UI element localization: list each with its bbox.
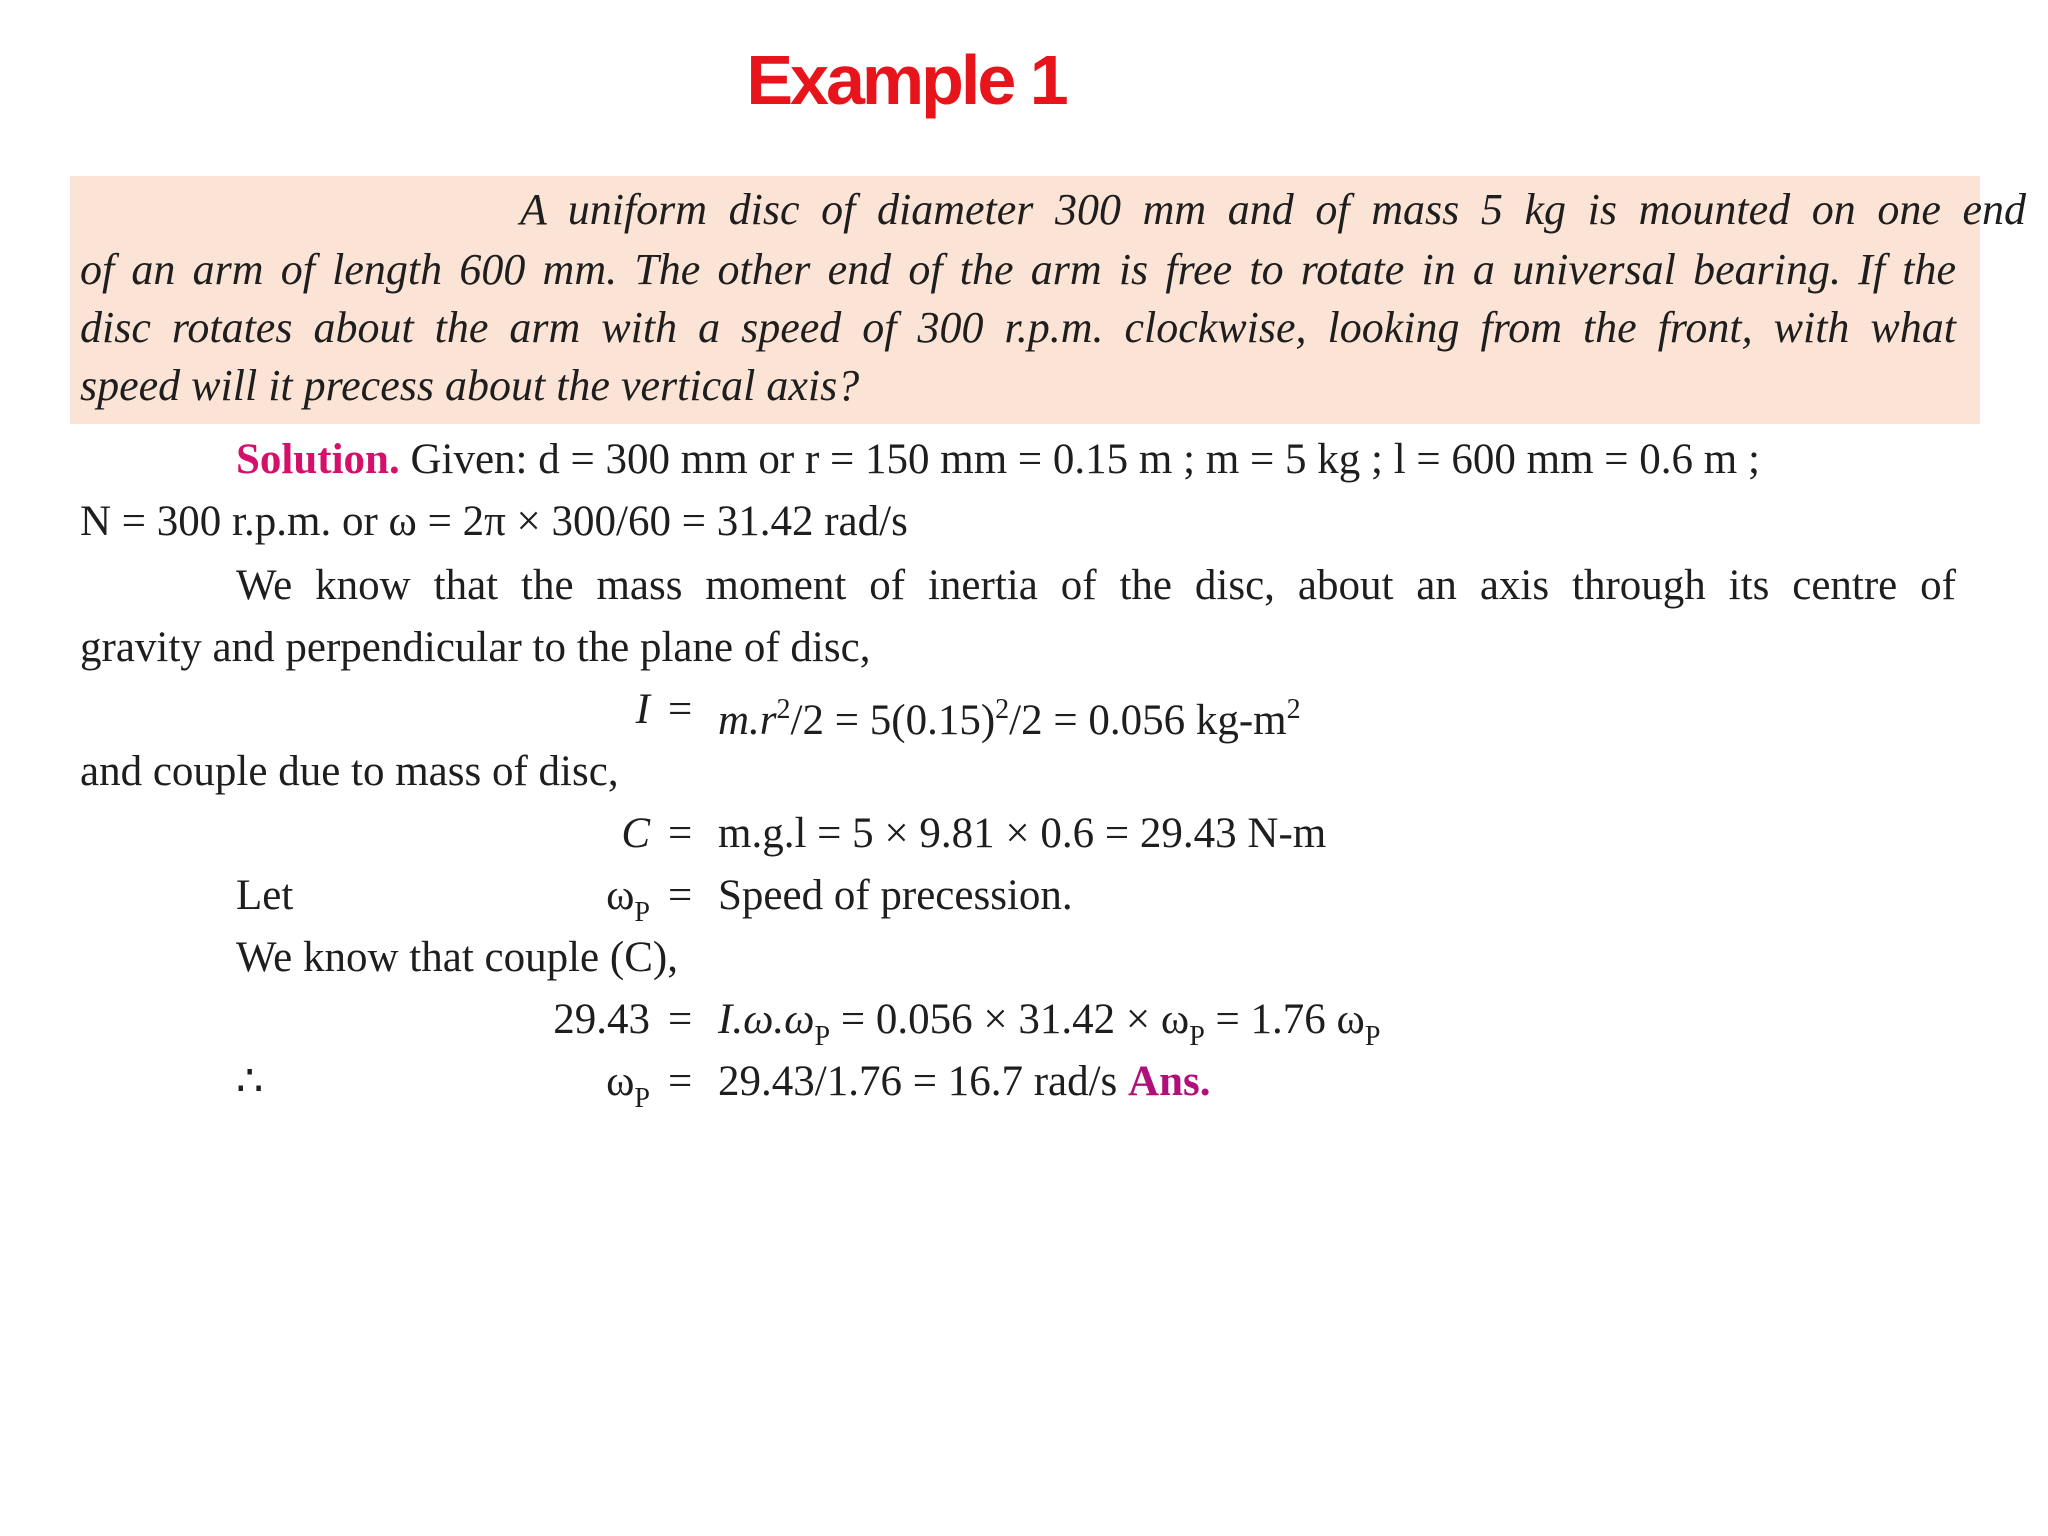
equals-sign: = — [668, 996, 693, 1043]
omega-p-symbol: $\omega_P$ — [606, 1058, 650, 1114]
solution-given-line-1 — [236, 432, 1956, 488]
therefore-symbol: ∴ — [236, 1058, 264, 1105]
equation-couple-lhs: C — [621, 810, 650, 857]
let-word: Let — [236, 872, 294, 919]
equation-gyro-lhs: 29.43 — [553, 996, 650, 1043]
equation-gyro-rhs: $I.\omega.\omega_P = 0.056 \times 31.42 \times \omega_P = 1.76$ $\omega_P$ — [718, 996, 1381, 1052]
given-values: Given: d = 300 mm or r = 150 mm = 0.15 m ; m = 5 kg ; l = 600 mm = 0.6 m ; — [399, 436, 1760, 483]
inertia-intro-line-2: gravity and perpendicular to the plane of disc, — [80, 624, 871, 671]
equals-sign: = — [668, 1058, 693, 1105]
let-definition-rhs: Speed of precession. — [718, 872, 1073, 919]
solution-label: Solution. — [236, 436, 400, 483]
problem-line-2: of an arm of length 600 mm. The other end of the arm is free to rotate in a universal bearing. If the — [80, 245, 1956, 294]
equation-inertia-lhs: I — [635, 686, 650, 733]
equals-sign: = — [668, 810, 693, 857]
equation-result-rhs: 29.43/1.76 = 16.7 rad/s Ans. — [718, 1058, 1211, 1105]
equals-sign: = — [668, 686, 693, 733]
couple-intro-line: and couple due to mass of disc, — [80, 748, 619, 795]
solution-given-line-2: N = 300 r.p.m. or ω = 2π × 300/60 = 31.42 rad/s — [80, 498, 908, 545]
couple-statement-line: We know that couple (C), — [236, 934, 678, 981]
omega-p-symbol: $\omega_P$ — [606, 872, 650, 928]
answer-label: Ans. — [1128, 1058, 1211, 1105]
inertia-intro-line-1: We know that the mass moment of inertia of the disc, about an axis through its centre of — [236, 562, 1956, 609]
problem-line-1: A uniform disc of diameter 300 mm and of mass 5 kg is mounted on one end — [520, 185, 2026, 234]
slide-title: Example 1 — [746, 41, 1066, 119]
equation-couple-rhs: m.g.l = 5 × 9.81 × 0.6 = 29.43 N-m — [718, 810, 1327, 857]
equals-sign: = — [668, 872, 693, 919]
problem-line-3: disc rotates about the arm with a speed of 300 r.p.m. clockwise, looking from the front, with what — [80, 303, 1956, 352]
problem-line-4: speed will it precess about the vertical axis? — [80, 361, 860, 410]
equation-inertia-rhs: $m.r^2/2 = 5(0.15)^2/2 = 0.056$ $kg-m^2$ — [718, 694, 1301, 744]
